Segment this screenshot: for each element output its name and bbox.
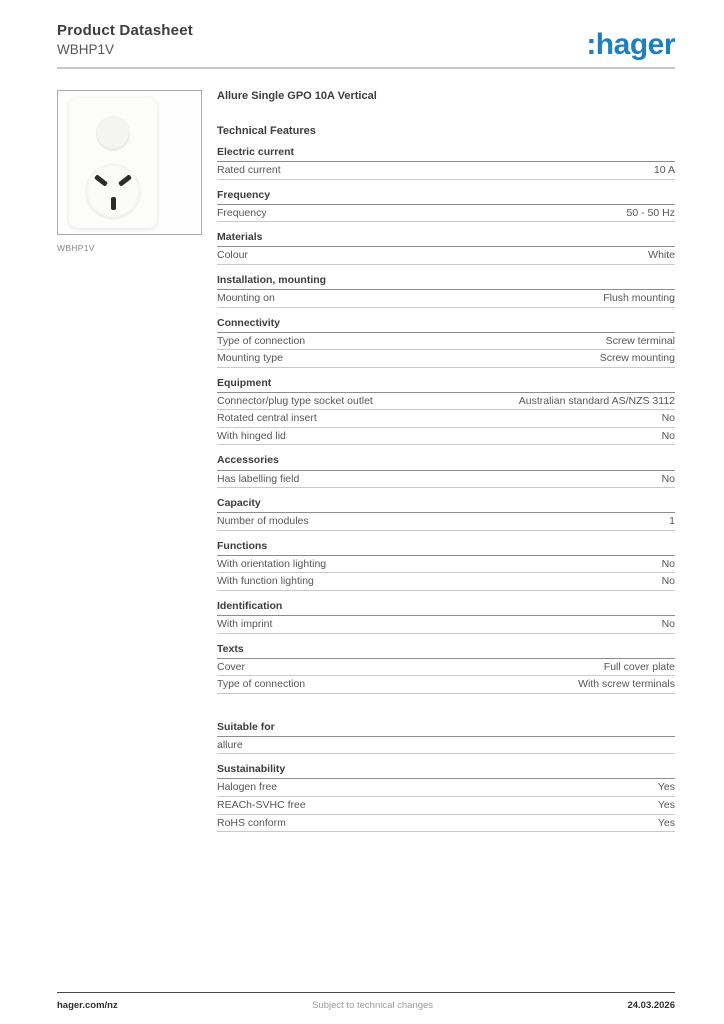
footer-disclaimer: Subject to technical changes — [312, 1000, 434, 1011]
footer-date: 24.03.2026 — [627, 1000, 675, 1011]
gpo-faceplate-illustration — [69, 98, 157, 228]
table-row — [217, 162, 675, 180]
row-value: 1 — [669, 515, 675, 528]
section-identification — [217, 600, 675, 634]
section-title: Texts — [217, 643, 675, 659]
table-row — [217, 797, 675, 815]
section-title: Accessories — [217, 454, 675, 470]
row-label: Has labelling field — [217, 472, 300, 485]
row-label: REACh-SVHC free — [217, 798, 306, 811]
row-value: No — [661, 575, 675, 588]
row-value: With screw terminals — [578, 678, 675, 691]
table-row — [217, 290, 675, 308]
row-label: Type of connection — [217, 334, 306, 347]
section-title: Installation, mounting — [217, 274, 675, 290]
row-value: Screw terminal — [605, 334, 675, 347]
footer-divider — [57, 992, 675, 993]
row-value: No — [661, 412, 675, 425]
section-title: Equipment — [217, 377, 675, 393]
row-label: Colour — [217, 249, 248, 262]
section-title: Electric current — [217, 146, 675, 162]
row-value: Screw mounting — [599, 352, 675, 365]
row-value: No — [661, 557, 675, 570]
table-row — [217, 737, 675, 755]
table-row — [217, 410, 675, 428]
section-texts — [217, 643, 675, 694]
technical-features-heading: Technical Features — [217, 125, 316, 137]
socket-pin-left-icon — [94, 174, 108, 187]
row-label: Rated current — [217, 164, 281, 177]
row-label: Connector/plug type socket outlet — [217, 394, 373, 407]
section-frequency — [217, 189, 675, 223]
table-row — [217, 205, 675, 223]
row-value: No — [661, 429, 675, 442]
row-label: Frequency — [217, 206, 267, 219]
row-value: Full cover plate — [603, 660, 675, 673]
row-label: Number of modules — [217, 515, 309, 528]
header-divider — [57, 67, 675, 69]
section-title: Connectivity — [217, 317, 675, 333]
socket-pin-right-icon — [118, 174, 132, 187]
row-label: With hinged lid — [217, 429, 286, 442]
document-title: Product Datasheet — [57, 22, 193, 39]
section-title: Materials — [217, 231, 675, 247]
row-value: White — [648, 249, 675, 262]
table-row — [217, 676, 675, 694]
row-value: Australian standard AS/NZS 3112 — [518, 394, 675, 407]
section-title: Frequency — [217, 189, 675, 205]
row-value: 10 A — [653, 164, 675, 177]
table-row — [217, 779, 675, 797]
row-label: allure — [217, 738, 243, 751]
row-value: Yes — [657, 798, 675, 811]
footer-website: hager.com/nz — [57, 1000, 118, 1011]
page-header — [57, 22, 675, 61]
table-row — [217, 659, 675, 677]
row-value: Yes — [657, 781, 675, 794]
section-title: Suitable for — [217, 721, 675, 737]
row-label: RoHS conform — [217, 816, 286, 829]
hager-logo: :hager — [586, 28, 675, 61]
table-row — [217, 513, 675, 531]
main-content — [57, 90, 675, 832]
section-functions — [217, 540, 675, 591]
row-label: Mounting on — [217, 291, 275, 304]
row-value: 50 - 50 Hz — [626, 206, 675, 219]
table-row — [217, 428, 675, 446]
row-label: With function lighting — [217, 575, 314, 588]
product-image — [57, 90, 202, 235]
socket-pin-earth-icon — [111, 197, 116, 210]
table-row — [217, 350, 675, 368]
row-label: Type of connection — [217, 678, 306, 691]
product-reference: WBHP1V — [57, 42, 115, 57]
switch-button-icon — [96, 116, 130, 150]
table-row — [217, 815, 675, 833]
section-sustainability — [217, 763, 675, 832]
product-title: Allure Single GPO 10A Vertical — [217, 90, 377, 102]
product-image-caption: WBHP1V — [57, 243, 95, 253]
row-label: With imprint — [217, 617, 273, 630]
section-title: Sustainability — [217, 763, 675, 779]
section-accessories — [217, 454, 675, 488]
socket-outlet-icon — [86, 164, 140, 218]
row-label: Rotated central insert — [217, 412, 317, 425]
table-row — [217, 556, 675, 574]
section-equipment — [217, 377, 675, 446]
section-electric-current — [217, 146, 675, 180]
section-suitable-for — [217, 721, 675, 755]
section-title: Functions — [217, 540, 675, 556]
product-image-column — [57, 90, 217, 832]
table-row — [217, 573, 675, 591]
row-value: Yes — [657, 816, 675, 829]
table-row — [217, 616, 675, 634]
row-value: No — [661, 617, 675, 630]
row-value: No — [661, 472, 675, 485]
section-installation-mounting — [217, 274, 675, 308]
table-row — [217, 247, 675, 265]
row-label: With orientation lighting — [217, 557, 327, 570]
page-footer — [57, 1000, 675, 1011]
specification-column — [217, 90, 675, 832]
section-title: Identification — [217, 600, 675, 616]
section-capacity — [217, 497, 675, 531]
row-label: Cover — [217, 660, 246, 673]
section-title: Capacity — [217, 497, 675, 513]
table-row — [217, 471, 675, 489]
section-materials — [217, 231, 675, 265]
table-row — [217, 333, 675, 351]
row-value: Flush mounting — [603, 291, 675, 304]
section-connectivity — [217, 317, 675, 368]
row-label: Mounting type — [217, 352, 283, 365]
row-label: Halogen free — [217, 781, 278, 794]
table-row — [217, 393, 675, 411]
